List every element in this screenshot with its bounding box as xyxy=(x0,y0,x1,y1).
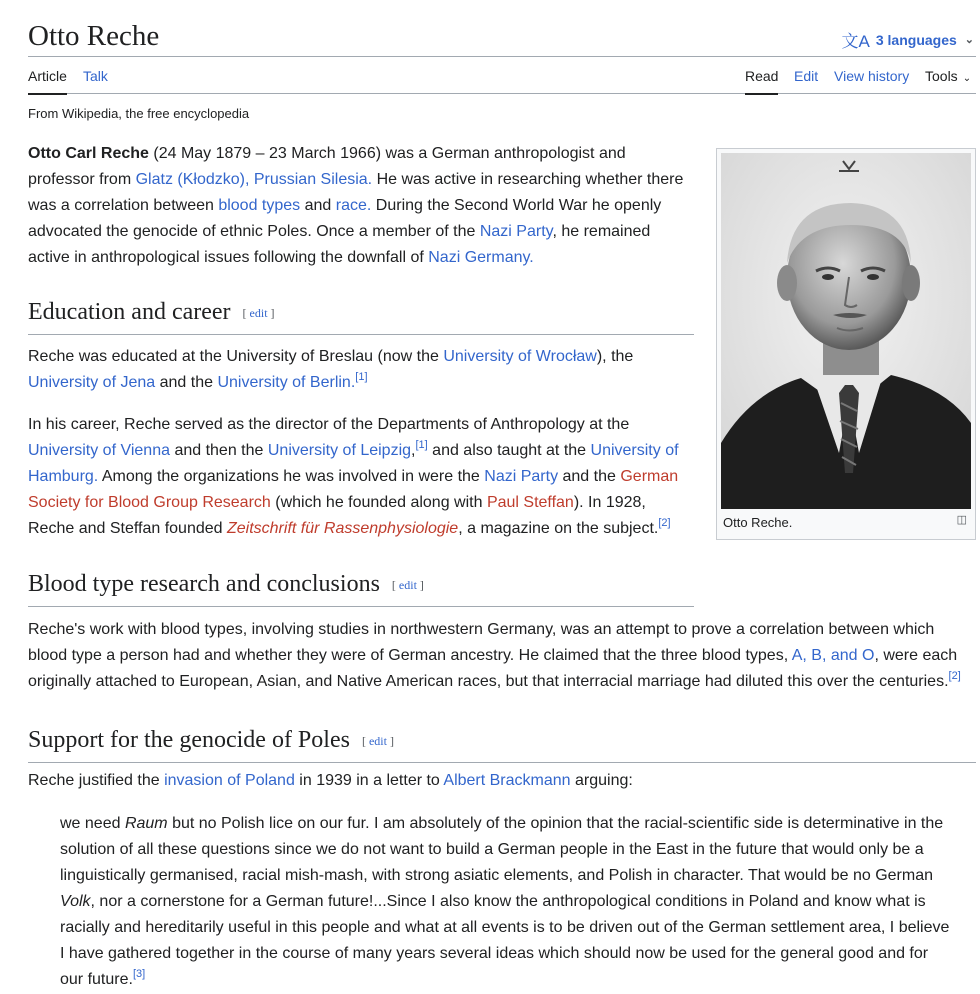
link-nazi-germany[interactable]: Nazi Germany. xyxy=(428,249,534,266)
text: , a magazine on the subject. xyxy=(458,520,659,537)
ref-1[interactable]: [1] xyxy=(415,438,428,451)
text: During the Second World War he openly advocated the genocide of ethnic Poles. Once a member of the xyxy=(28,197,662,240)
tab-edit[interactable]: Edit xyxy=(794,68,819,84)
chevron-down-icon: ⌄ xyxy=(964,34,974,46)
portrait-drawing xyxy=(721,153,971,509)
link-nazi-party-2[interactable]: Nazi Party xyxy=(484,468,559,485)
tools-label: Tools xyxy=(925,68,958,84)
link-invasion-of-poland[interactable]: invasion of Poland xyxy=(164,772,295,789)
portrait-image[interactable] xyxy=(721,153,971,509)
text: He was active in researching whether there was a correlation between xyxy=(28,171,684,214)
link-blood-types[interactable]: blood types xyxy=(218,197,301,214)
link-university-wroclaw[interactable]: University of Wrocław xyxy=(443,348,597,365)
chevron-down-icon: ⌄ xyxy=(962,73,972,84)
education-paragraph-1 xyxy=(28,344,688,396)
quote-block xyxy=(60,811,950,993)
redlink-paul-steffan[interactable]: Paul Steffan xyxy=(486,494,574,511)
edit-section-education[interactable]: [ edit ] xyxy=(242,305,275,320)
link-nazi-party[interactable]: Nazi Party xyxy=(479,223,553,240)
heading-genocide-text: Support for the genocide of Poles xyxy=(28,727,350,753)
text: , were each originally attached to European, Asian, and Native American races, but that interracial marriage had diluted this over the centuries. xyxy=(28,647,958,690)
text: and then the xyxy=(170,442,268,459)
heading-genocide xyxy=(28,726,976,763)
title-row xyxy=(28,18,976,57)
link-university-hamburg[interactable]: University of Hamburg. xyxy=(28,442,679,485)
italic-volk: Volk xyxy=(60,893,91,910)
text: ), the xyxy=(596,348,634,365)
infobox-caption: Otto Reche. xyxy=(723,515,793,530)
blood-type-paragraph xyxy=(28,617,974,695)
text: arguing: xyxy=(570,772,633,789)
heading-education-text: Education and career xyxy=(28,299,231,325)
heading-blood-type-text: Blood type research and conclusions xyxy=(28,571,380,597)
text: , nor a cornerstone for a German future!...Since I also know the anthropological conditions in Poland and know what is racially and hereditarily useful in this people and what at all events is to be driven out of the German settlement area, I believe I have gathered together in the course of many years several ideas which should now be used for the general good and for our future. xyxy=(60,893,950,988)
languages-button[interactable] xyxy=(842,27,974,52)
enlarge-icon[interactable]: ◫ xyxy=(956,514,967,526)
tab-article[interactable]: Article xyxy=(28,68,67,95)
link-albert-brackmann[interactable]: Albert Brackmann xyxy=(443,772,571,789)
tagline: From Wikipedia, the free encyclopedia xyxy=(28,106,250,121)
tab-read[interactable]: Read xyxy=(745,68,778,95)
genocide-paragraph xyxy=(28,768,974,794)
link-university-leipzig[interactable]: University of Leipzig xyxy=(267,442,412,459)
italic-raum: Raum xyxy=(124,815,168,832)
text: Reche's work with blood types, involving studies in northwestern Germany, was an attempt to prove a correlation between which blood type a person had and whether they were of German ancestry. He claimed that the three blood types, xyxy=(28,621,935,664)
ref-3[interactable]: [3] xyxy=(132,967,146,980)
text: and also taught at the xyxy=(427,442,591,459)
link-abo-blood-types[interactable]: A, B, and O xyxy=(791,647,875,664)
ref-2[interactable]: [2] xyxy=(948,669,961,682)
infobox xyxy=(716,148,976,540)
translate-icon: 文A xyxy=(841,32,870,51)
text: and the xyxy=(558,468,621,485)
edit-section-blood-type[interactable]: [ edit ] xyxy=(391,577,424,592)
link-university-jena[interactable]: University of Jena xyxy=(28,374,156,391)
page-title: Otto Reche xyxy=(28,20,160,52)
edit-label: edit xyxy=(249,305,268,320)
tabs-row xyxy=(28,57,976,94)
link-race[interactable]: race. xyxy=(335,197,372,214)
tab-view-history[interactable]: View history xyxy=(834,68,910,84)
text: In his career, Reche served as the director of the Departments of Anthropology at the xyxy=(28,416,630,433)
tab-talk[interactable]: Talk xyxy=(83,68,108,84)
edit-section-genocide[interactable]: [ edit ] xyxy=(361,733,394,748)
heading-blood-type xyxy=(28,570,694,607)
text: but no Polish lice on our fur. I am absolutely of the opinion that the racial-scientific side is determinative in the solution of all these questions since we do not want to build a German people in the East in the future that would only be a linguistically germanised, racial mish-mash, with strong asiatic elements, and Polish in character. That would be no German xyxy=(60,815,944,884)
ref-1[interactable]: [1] xyxy=(355,370,368,383)
tools-menu[interactable] xyxy=(925,68,971,95)
text: , xyxy=(411,442,416,459)
ref-2[interactable]: [2] xyxy=(658,516,671,529)
redlink-blood-group-society[interactable]: German Society for Blood Group Research xyxy=(28,468,679,511)
edit-label: edit xyxy=(398,577,417,592)
bold-name: Otto Carl Reche xyxy=(28,145,149,162)
edit-label: edit xyxy=(368,733,387,748)
languages-label: 3 languages xyxy=(875,31,957,48)
text: Among the organizations he was involved in were the xyxy=(98,468,485,485)
text: (24 May 1879 – 23 March 1966) was a German anthropologist and professor from xyxy=(28,145,626,188)
link-university-berlin[interactable]: University of Berlin. xyxy=(217,374,356,391)
education-paragraph-2 xyxy=(28,412,688,542)
text: we need xyxy=(60,815,125,832)
text: Reche justified the xyxy=(28,772,165,789)
heading-education xyxy=(28,298,694,335)
intro-paragraph xyxy=(28,141,688,271)
link-glatz[interactable]: Glatz (Kłodzko), Prussian Silesia. xyxy=(135,171,373,188)
redlink-zeitschrift[interactable]: Zeitschrift für Rassenphysiologie xyxy=(226,520,459,537)
text: and xyxy=(300,197,336,214)
link-university-vienna[interactable]: University of Vienna xyxy=(28,442,170,459)
text: Reche was educated at the University of Breslau (now the xyxy=(28,348,444,365)
text: ). In 1928, Reche and Steffan founded xyxy=(28,494,646,537)
text: and the xyxy=(155,374,218,391)
text: , he remained active in anthropological issues following the downfall of xyxy=(28,223,651,266)
text: (which he founded along with xyxy=(270,494,487,511)
text: in 1939 in a letter to xyxy=(294,772,444,789)
